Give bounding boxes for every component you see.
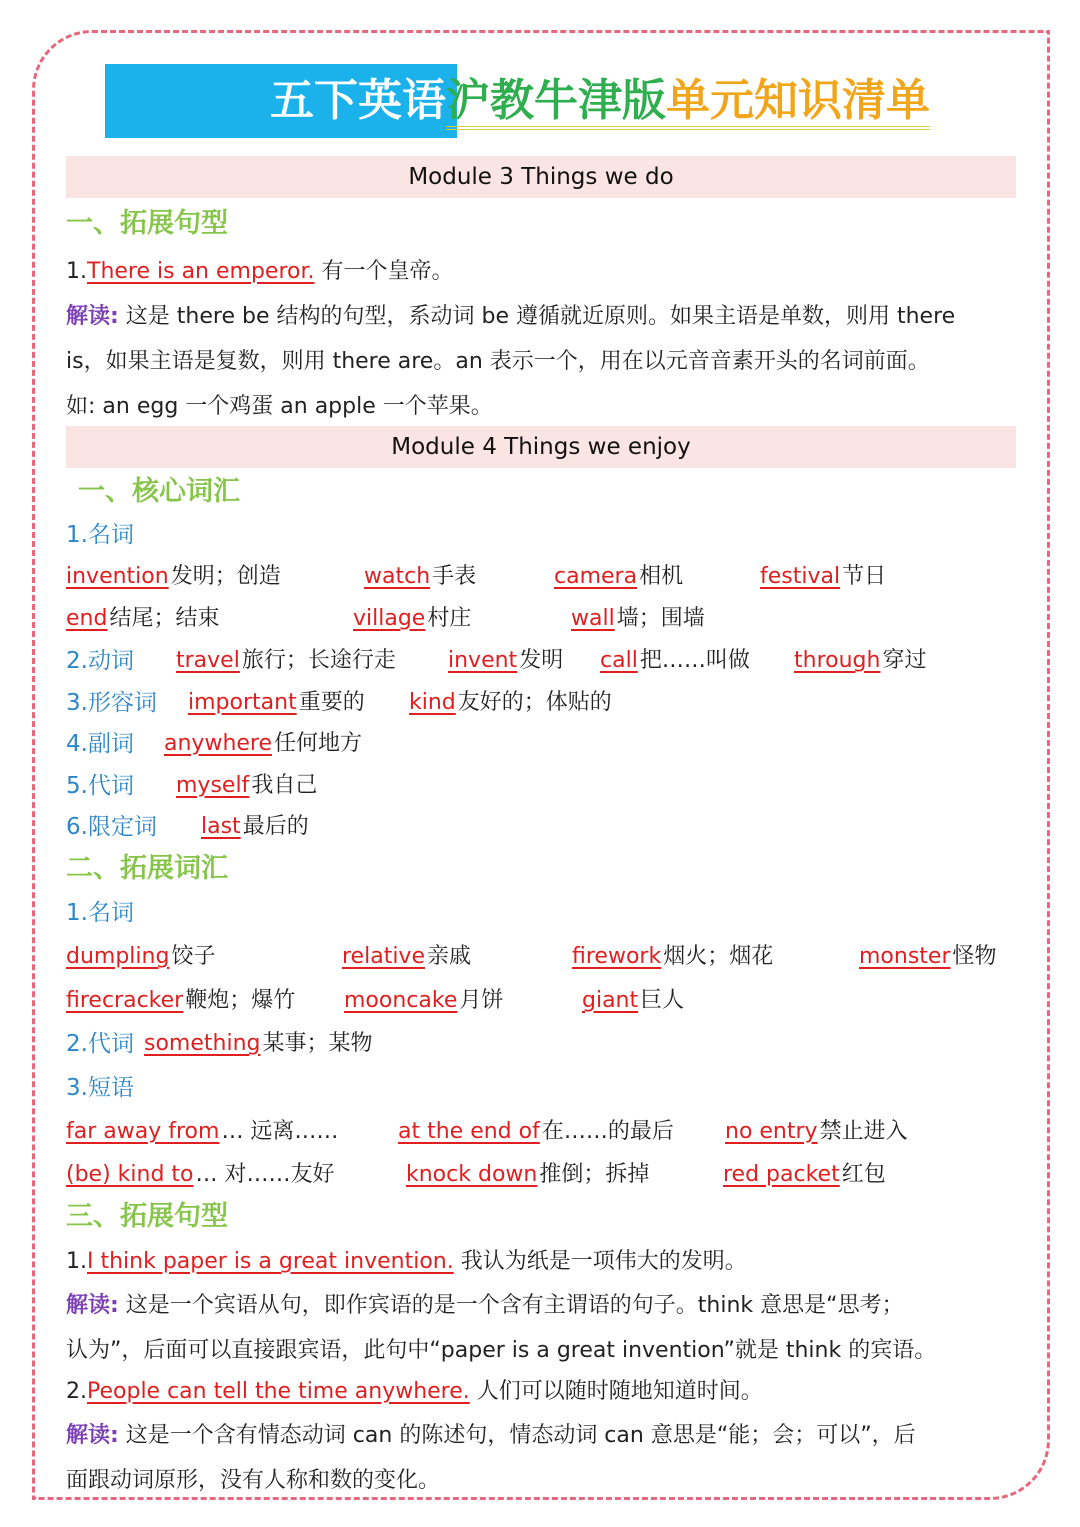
vocab-item: relative亲戚 xyxy=(342,944,471,969)
vocab-item: giant巨人 xyxy=(582,988,685,1013)
vocab-item: kind友好的；体贴的 xyxy=(409,690,612,715)
ext-nouns-label: 1.名词 xyxy=(66,900,134,926)
vocab-item: monster怪物 xyxy=(859,944,997,969)
module4-heading: Module 4 Things we enjoy xyxy=(66,426,1016,468)
module4-section3-title: 三、拓展句型 xyxy=(66,1201,228,1232)
ext-pron-label: 2.代词 xyxy=(66,1031,134,1057)
phrase-item: (be) kind to… 对……友好 xyxy=(66,1162,335,1187)
vocab-item: travel旅行；长途行走 xyxy=(176,648,396,673)
vocab-item: firework烟火；烟花 xyxy=(572,944,774,969)
vocab-item: watch手表 xyxy=(364,564,477,589)
core-verbs-label: 2.动词 xyxy=(66,648,134,674)
vocab-item: wall墙；围墙 xyxy=(571,606,705,631)
module3-heading: Module 3 Things we do xyxy=(66,156,1016,198)
note-label: 解读: xyxy=(66,304,119,329)
core-adv-label: 4.副词 xyxy=(66,731,134,757)
title-part2: 沪教牛津版 xyxy=(446,75,666,130)
vocab-item: camera相机 xyxy=(554,564,684,589)
dashed-frame xyxy=(32,30,1050,1500)
core-nouns-label: 1.名词 xyxy=(66,522,134,548)
module3-sentence-cn: 有一个皇帝。 xyxy=(321,259,454,284)
module4-sentence-1: 1.I think paper is a great invention. 我认为纸是一项伟大的发明。 xyxy=(66,1249,747,1274)
sentence-2-en: People can tell the time anywhere. xyxy=(87,1379,470,1404)
vocab-item: invent发明 xyxy=(448,648,564,673)
vocab-item: mooncake月饼 xyxy=(344,988,504,1013)
vocab-item: last最后的 xyxy=(201,814,309,839)
module4-section1-title: 一、核心词汇 xyxy=(78,476,240,507)
vocab-item: something某事；某物 xyxy=(144,1031,373,1056)
sentence-1-cn: 我认为纸是一项伟大的发明。 xyxy=(460,1249,747,1274)
title-part3: 单元知识清单 xyxy=(666,75,930,130)
module4-section2-title: 二、拓展词汇 xyxy=(66,853,228,884)
title-part1: 五下英语 xyxy=(270,75,446,126)
phrase-item: red packet红包 xyxy=(723,1162,886,1187)
core-det-label: 6.限定词 xyxy=(66,814,157,840)
module3-note: 解读: 这是 there be 结构的句型，系动词 be 遵循就近原则。如果主语是单数，则用 there is，如果主语是复数，则用 there are。an 表示一个，用在以元音音素开头的名词前面。 如: an egg 一个鸡蛋 an apple 一个苹果。 xyxy=(66,304,956,419)
sentence-1-en: I think paper is a great invention. xyxy=(87,1249,454,1274)
module3-sentence: 1.There is an emperor. 有一个皇帝。 xyxy=(66,259,454,284)
vocab-item: through穿过 xyxy=(794,648,927,673)
note-label: 解读: xyxy=(66,1423,119,1448)
sentence-2-cn: 人们可以随时随地知道时间。 xyxy=(476,1379,763,1404)
vocab-item: anywhere任何地方 xyxy=(164,731,363,756)
vocab-item: myself我自己 xyxy=(176,773,318,798)
module3-section1-title: 一、拓展句型 xyxy=(66,208,228,239)
vocab-item: invention发明；创造 xyxy=(66,564,281,589)
phrase-item: no entry禁止进入 xyxy=(725,1119,908,1144)
vocab-item: important重要的 xyxy=(188,690,365,715)
note-label: 解读: xyxy=(66,1293,119,1318)
vocab-item: village村庄 xyxy=(353,606,472,631)
vocab-item: firecracker鞭炮；爆竹 xyxy=(66,988,296,1013)
vocab-item: call把……叫做 xyxy=(600,648,750,673)
phrase-item: at the end of在……的最后 xyxy=(398,1119,674,1144)
phrase-item: far away from… 远离…… xyxy=(66,1119,339,1144)
vocab-item: end结尾；结束 xyxy=(66,606,220,631)
vocab-item: festival节日 xyxy=(760,564,887,589)
page-title xyxy=(105,64,985,138)
sentence-2-note: 解读: 这是一个含有情态动词 can 的陈述句，情态动词 can 意思是“能；会；可以”，后 面跟动词原形，没有人称和数的变化。 xyxy=(66,1423,916,1493)
core-pron-label: 5.代词 xyxy=(66,773,134,799)
ext-phrases-label: 3.短语 xyxy=(66,1075,134,1101)
vocab-item: dumpling饺子 xyxy=(66,944,216,969)
phrase-item: knock down推倒；拆掉 xyxy=(406,1162,650,1187)
module4-sentence-2: 2.People can tell the time anywhere. 人们可以随时随地知道时间。 xyxy=(66,1379,763,1404)
sentence-1-note: 解读: 这是一个宾语从句，即作宾语的是一个含有主谓语的句子。think 意思是“思考； 认为”，后面可以直接跟宾语，此句中“paper is a great invention”就是 think 的宾语。 xyxy=(66,1293,937,1363)
module3-sentence-en: There is an emperor. xyxy=(87,259,315,284)
core-adj-label: 3.形容词 xyxy=(66,690,157,716)
